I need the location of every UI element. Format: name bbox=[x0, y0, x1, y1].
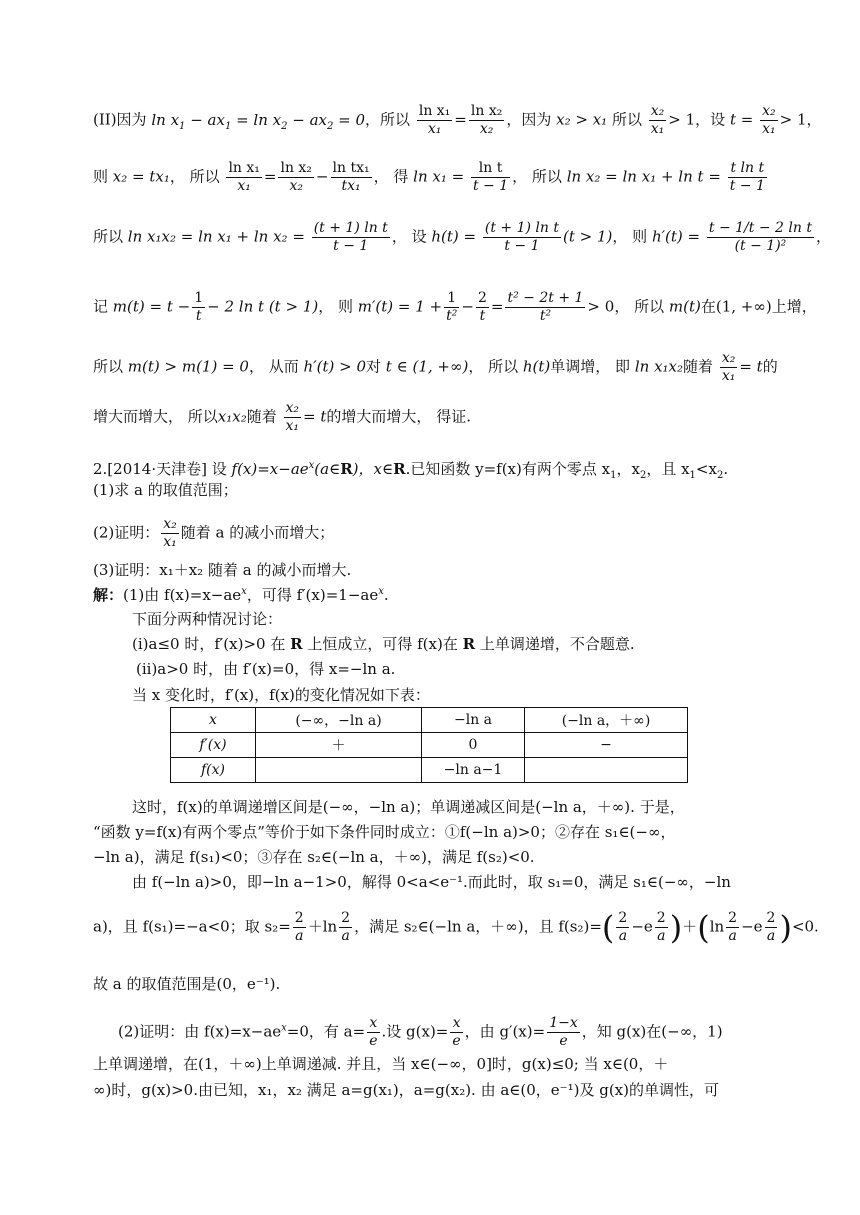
solution-s13: 上单调递增，在(1，＋∞)上单调递减. 并且，当 x∈(−∞，0]时，g(x)≤0; 当 x∈(0，＋ bbox=[93, 1055, 669, 1073]
solution-s2: 下面分两种情况讨论： bbox=[132, 610, 283, 628]
solution-s11: 故 a 的取值范围是(0，e⁻¹). bbox=[93, 975, 281, 993]
solution-s6: 这时，f(x)的单调递增区间是(−∞，−ln a)；单调递减区间是(−ln a，＋∞). 于是， bbox=[132, 798, 685, 816]
solution-s4: (ii)a>0 时，由 f′(x)=0，得 x=−ln a. bbox=[136, 660, 396, 678]
solution-s8: −ln a)，满足 f(s₁)<0；③存在 s₂∈(−ln a，＋∞)，满足 f(s₂)<0. bbox=[93, 848, 535, 866]
fraction: $\frac{\text{x₂}}{\text{x₁}}$ bbox=[762, 103, 776, 137]
solution-s7: “函数 y=f(x)有两个零点”等价于如下条件同时成立：①f(−ln a)>0；②存在 s₁∈(−∞， bbox=[93, 823, 676, 841]
solution-s14: ∞)时，g(x)>0.由已知，x₁，x₂ 满足 a=g(x₁)，a=g(x₂). 由 a∈(0，e⁻¹)及 g(x)的单调性，可 bbox=[93, 1081, 719, 1099]
solution-start: 解：(1)由 $f(x)=x-ae^x$，可得 $f'(x)=1-ae^x$. bbox=[93, 586, 389, 604]
fraction: $\frac{\text{ln x₁}}{\text{x₁}}$ bbox=[418, 103, 451, 137]
proof-line-6: 增大而增大， 所以x₁x₂随着 $\frac{\text{x₂}}{\text{x₁}}$ = t的增大而增大， 得证. bbox=[93, 400, 471, 434]
question-2: (2)证明： $\frac{\text{x₂}}{\text{x₁}}$ 随着 a 的减小而增大； bbox=[93, 516, 335, 550]
solution-s5: 当 x 变化时，f′(x)，f(x)的变化情况如下表： bbox=[132, 686, 430, 704]
proof-line-2: 则 x₂ = tx₁， 所以 $\frac{\text{ln x₁}}{\text{x₁}}$ = $\frac{\text{ln x₂}}{\text{x₂}}$ − $\frac{\text{ln tx₁}}{\text{tx₁}}$ ， 得 ln x₁ = $\frac{\text{ln t}}{t - 1}$ ， 所以 ln x₂ = ln x₁ + ln t = $\frac{\text{t ln t}}{t - 1}$ bbox=[93, 160, 765, 194]
problem-2-stem: 2.[2014·天津卷] 设 $f(x)=x-ae^x(a\in R)$，x∈R.已知函数 y=f(x)有两个零点 $x_1$，$x_2$，且 $x_1<x_2$. bbox=[93, 460, 729, 481]
proof-line-4: 记 m(t) = t − $\frac{1}{t}$ − 2 ln t (t > 1)， 则 m′(t) = 1 + $\frac{1}{\text{t²}}$ − $\frac{2}{t}$ = $\frac{\text{t² − 2t + 1}}{\text{t²}}$ > 0， 所以 m(t)在(1, +∞)上增， bbox=[93, 290, 817, 324]
fraction: $\frac{\text{x₂}}{\text{x₁}}$ bbox=[650, 103, 665, 137]
variation-table: x (−∞，−ln a) −ln a (−ln a，＋∞) f′(x) ＋ 0 − f(x) −ln a−1 bbox=[170, 707, 688, 783]
proof-line-3: 所以 ln x₁x₂ = ln x₁ + ln x₂ = $\frac{\text{(t + 1) ln t}}{t - 1}$ ， 设 h(t) = $\frac{\text{(t + 1) ln t}}{t - 1}$ (t > 1)， 则 h′(t) = $\frac{\text{t − 1/t − 2 ln t}}{\text{(t − 1)²}}$ ， bbox=[93, 220, 831, 254]
solution-s9: 由 f(−ln a)>0，即−ln a−1>0，解得 0<a<e⁻¹.而此时，取 s₁=0，满足 s₁∈(−∞，−ln bbox=[132, 873, 731, 891]
fraction: $\frac{\text{ln x₂}}{\text{x₂}}$ bbox=[470, 103, 503, 137]
question-3: (3)证明：x₁＋x₂ 随着 a 的减小而增大. bbox=[93, 561, 352, 579]
solution-s3: (i)a≤0 时，f′(x)>0 在 R 上恒成立，可得 f(x)在 R 上单调递增，不合题意. bbox=[132, 635, 635, 653]
question-1: (1)求 a 的取值范围； bbox=[93, 481, 238, 499]
proof-line-1: (II)因为 $\ln x_1 - ax_1 = \ln x_2 - ax_2 = 0$，所以 $\frac{\text{ln x₁}}{\text{x₁}}$ = $\frac{\text{ln x₂}}{\text{x₂}}$ ，因为 x₂ > x₁ 所以 $\frac{\text{x₂}}{\text{x₁}}$ > 1，设 t = $\frac{\text{x₂}}{\text{x₁}}$ > 1， bbox=[93, 103, 822, 137]
solution-s10: a)，且 f(s₁)=−a<0；取 s₂= $\frac{2}{a}$ ＋ln $\frac{2}{a}$ ，满足 s₂∈(−ln a，＋∞)，且 f(s₂)=( $\frac{2}{a}$ −e $\frac{2}{a}$ )＋(ln $\frac{2}{a}$ −e $\frac{2}{a}$ )<0. bbox=[93, 908, 819, 947]
proof-line-5: 所以 m(t) > m(1) = 0， 从而 h′(t) > 0对 t ∈ (1, +∞)， 所以 h(t)单调增， 即 ln x₁x₂随着 $\frac{\text{x₂}}{\text{x₁}}$ = t的 bbox=[93, 350, 778, 384]
solution-s12: (2)证明：由 $f(x)=x-ae^x=0$，有 a= $\frac{x}{e}$ .设 g(x)= $\frac{x}{e}$ ，由 g′(x)= $\frac{1-x}{e}$ ，知 g(x)在(−∞，1) bbox=[118, 1015, 723, 1049]
equation: $\ln x_1 - ax_1 = \ln x_2 - ax_2 = 0$ bbox=[151, 110, 366, 132]
